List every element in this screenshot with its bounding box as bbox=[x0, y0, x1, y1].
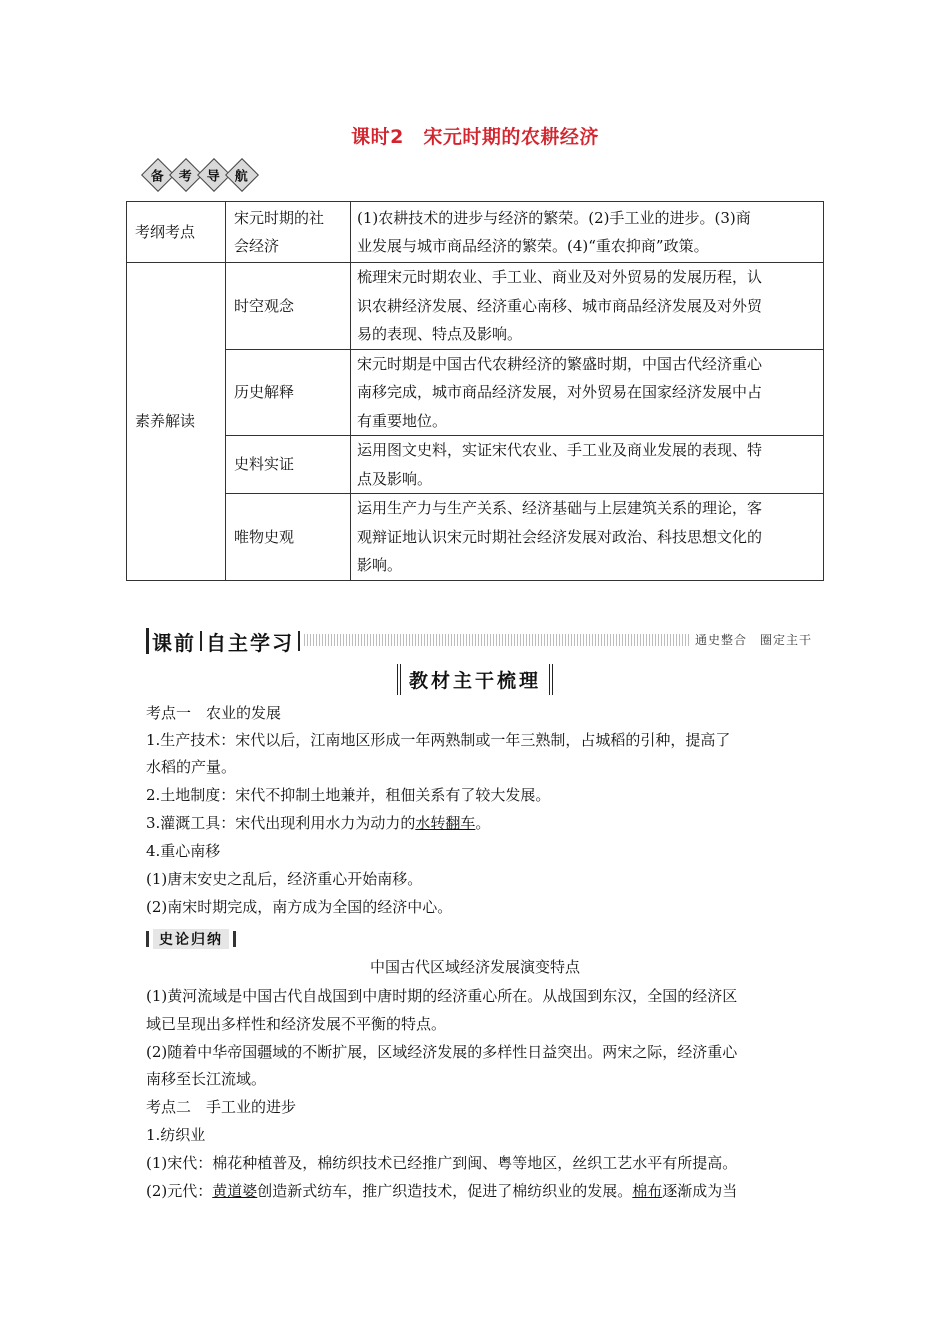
paragraph-line: (2)随着中华帝国疆域的不断扩展，区域经济发展的多样性日益突出。两宋之际，经济重心 bbox=[146, 1043, 738, 1061]
literacy-name: 历史解释 bbox=[226, 349, 351, 436]
key-point-heading: 考点一 农业的发展 bbox=[146, 704, 282, 722]
paragraph-line: 1.生产技术：宋代以后，江南地区形成一年两熟制或一年三熟制，占城稻的引种，提高了 bbox=[146, 731, 731, 749]
summary-tag: 史论归纳 bbox=[146, 930, 236, 948]
section-header bbox=[146, 628, 812, 654]
literacy-name: 唯物史观 bbox=[226, 494, 351, 581]
divider bbox=[298, 631, 300, 651]
divider bbox=[200, 631, 202, 651]
key-point-heading: 考点二 手工业的进步 bbox=[146, 1098, 297, 1116]
table-row bbox=[127, 202, 824, 263]
section-title: 课前 自主学习 bbox=[146, 628, 304, 654]
paragraph-line: 南移至长江流域。 bbox=[146, 1070, 267, 1088]
paragraph-line: (2)元代：黄道婆创造新式纺车，推广织造技术，促进了棉纺织业的发展。棉布逐渐成为当 bbox=[146, 1182, 738, 1200]
badge-char: 航 bbox=[225, 158, 259, 192]
sub-banner bbox=[0, 664, 950, 695]
content-cell: 梳理宋元时期农业、手工业、商业及对外贸易的发展历程，认 识农耕经济发展、经济重心南移、城市商品经济发展及对外贸 易的表现、特点及影响。 bbox=[351, 263, 824, 350]
literacy-name: 时空观念 bbox=[226, 263, 351, 350]
paragraph-line: 3.灌溉工具：宋代出现利用水力为动力的水转翻车。 bbox=[146, 814, 491, 832]
table-row bbox=[127, 494, 824, 581]
exam-guide-badge bbox=[146, 163, 254, 187]
table-row bbox=[127, 263, 824, 350]
paragraph-line: 水稻的产量。 bbox=[146, 758, 237, 776]
content-cell: 运用图文史料，实证宋代农业、手工业及商业发展的表现、特 点及影响。 bbox=[351, 436, 824, 494]
paragraph-line: (1)黄河流域是中国古代自战国到中唐时期的经济重心所在。从战国到东汉，全国的经济区 bbox=[146, 987, 738, 1005]
literacy-name: 史料实证 bbox=[226, 436, 351, 494]
table-row bbox=[127, 349, 824, 436]
row-label: 素养解读 bbox=[127, 263, 226, 581]
summary-heading: 中国古代区域经济发展演变特点 bbox=[369, 958, 580, 976]
badge-char: 考 bbox=[169, 158, 203, 192]
paragraph-line: 2.土地制度：宋代不抑制土地兼并，租佃关系有了较大发展。 bbox=[146, 786, 551, 804]
key-term: 棉布 bbox=[632, 1182, 663, 1200]
row-label: 考纲考点 bbox=[127, 202, 226, 263]
paragraph-line: (2)南宋时期完成，南方成为全国的经济中心。 bbox=[146, 898, 453, 916]
content-cell: 运用生产力与生产关系、经济基础与上层建筑关系的理论，客 观辩证地认识宋元时期社会经济发展对政治、科技思想文化的 影响。 bbox=[351, 494, 824, 581]
section-subtitle: 通史整合 圈定主干 bbox=[689, 631, 812, 648]
sub-banner-title: 教材主干梳理 bbox=[397, 664, 553, 695]
paragraph-line: (1)唐末安史之乱后，经济重心开始南移。 bbox=[146, 870, 423, 888]
content-cell: 宋元时期是中国古代农耕经济的繁盛时期，中国古代经济重心 南移完成，城市商品经济发展，对外贸易在国家经济发展中占 有重要地位。 bbox=[351, 349, 824, 436]
lesson-title: 课时2 宋元时期的农耕经济 bbox=[351, 126, 599, 148]
topic-cell: 宋元时期的社 会经济 bbox=[226, 202, 351, 263]
paragraph-line: 域已呈现出多样性和经济发展不平衡的特点。 bbox=[146, 1015, 447, 1033]
table-row bbox=[127, 436, 824, 494]
content-cell: (1)农耕技术的进步与经济的繁荣。(2)手工业的进步。(3)商 业发展与城市商品经济的繁荣。(4)“重农抑商”政策。 bbox=[351, 202, 824, 263]
exam-guide-table bbox=[126, 201, 824, 581]
paragraph-line: 1.纺织业 bbox=[146, 1126, 206, 1144]
paragraph-line: 4.重心南移 bbox=[146, 842, 221, 860]
paragraph-line: (1)宋代：棉花种植普及，棉纺织技术已经推广到闽、粤等地区，丝织工艺水平有所提高。 bbox=[146, 1154, 738, 1172]
key-term: 水转翻车 bbox=[415, 814, 476, 832]
key-term: 黄道婆 bbox=[212, 1182, 258, 1200]
badge-char: 导 bbox=[197, 158, 231, 192]
badge-char: 备 bbox=[141, 158, 175, 192]
